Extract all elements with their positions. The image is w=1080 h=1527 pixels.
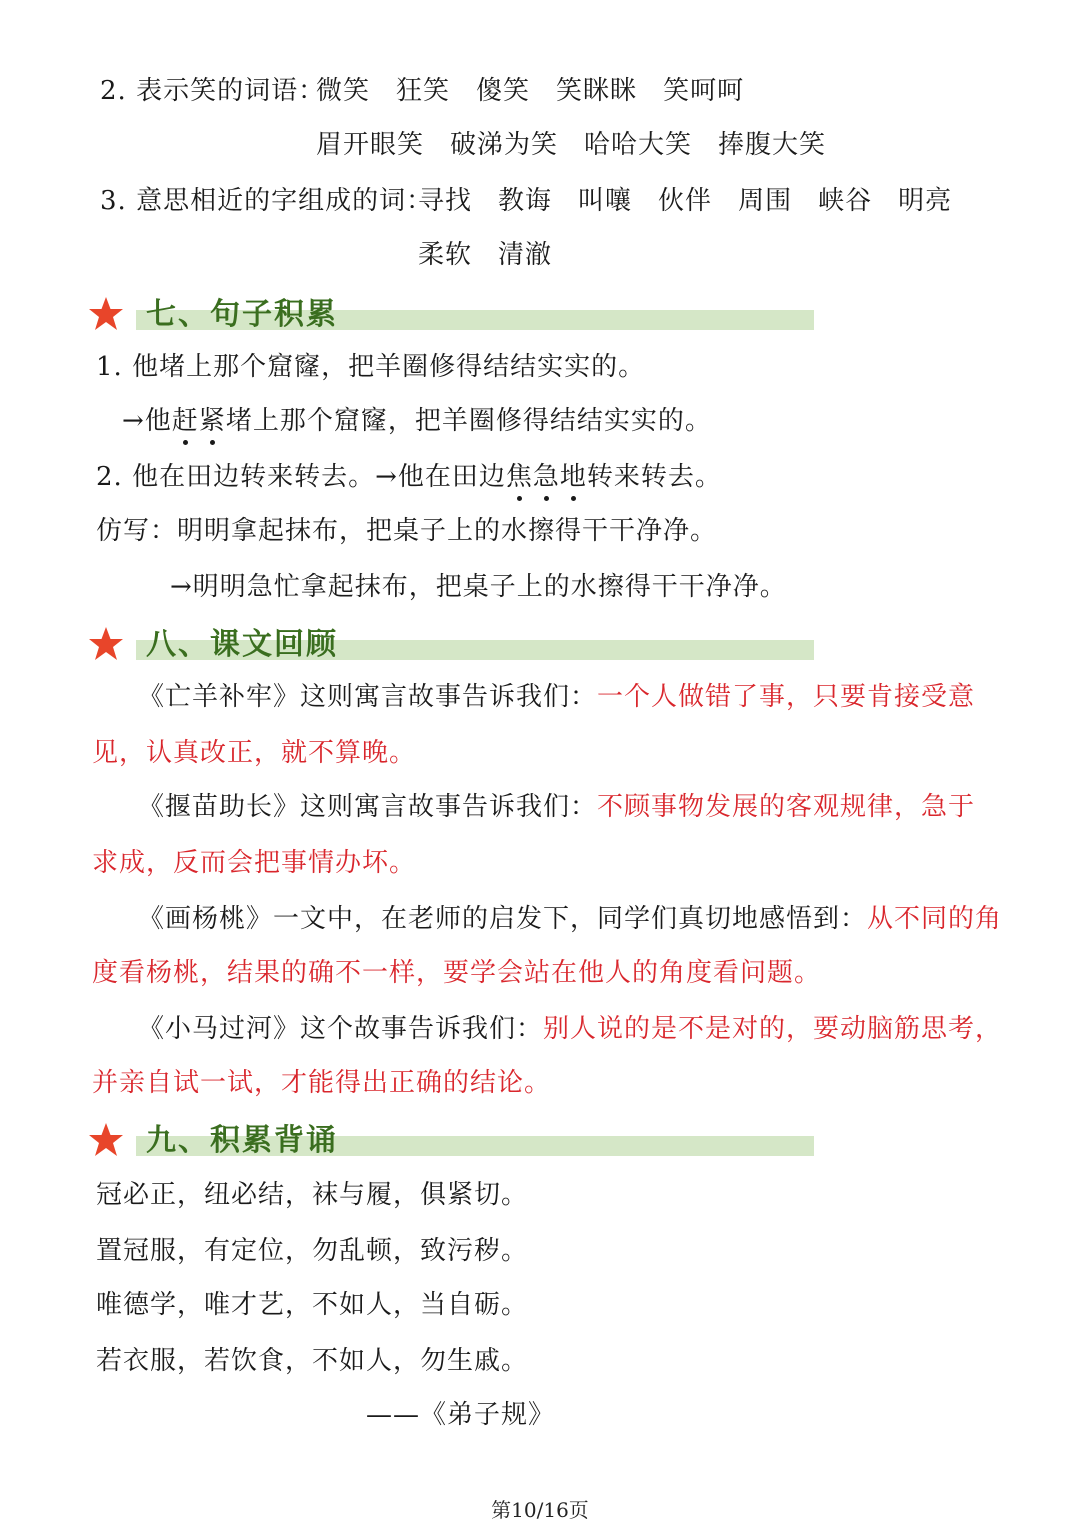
imitation-sentence-rewrite: →明明急忙拿起抹布，把桌子上的水擦得干干净净。: [170, 572, 787, 602]
vocab-word: 笑眯眯: [556, 76, 638, 106]
recitation-line-3: 唯德学，唯才艺，不如人，当自砺。: [96, 1290, 529, 1320]
section-7-heading: [88, 296, 818, 336]
review-2-line-a: [138, 790, 975, 824]
vocab-word: 伙伴: [658, 186, 713, 216]
star-icon: [88, 626, 124, 662]
star-icon: [88, 1122, 124, 1158]
vocab-item-2-row1: [316, 74, 770, 108]
section-9-title: 九、积累背诵: [146, 1123, 338, 1158]
vocab-word: 清澈: [498, 240, 553, 270]
emphasis-char: 地: [559, 462, 587, 492]
star-icon: [88, 296, 124, 332]
emphasis-word: [506, 462, 587, 492]
review-3-source: 《画杨桃》一文中，在老师的启发下，同学们真切地感悟到：: [138, 904, 868, 934]
vocab-item-2-label-text: 2. 表示笑的词语：: [100, 76, 326, 106]
vocab-word: 周围: [738, 186, 793, 216]
section-8-title: 八、课文回顾: [146, 627, 338, 662]
emphasis-char: 急: [532, 462, 560, 492]
emphasis-char: 焦: [505, 462, 533, 492]
vocab-word: 寻找: [418, 186, 473, 216]
vocab-word: 傻笑: [476, 76, 531, 106]
review-2-lesson: 不顾事物发展的客观规律，急于: [597, 792, 976, 822]
section-7-title: 七、句子积累: [146, 297, 338, 332]
imitation-sentence: 仿写：明明拿起抹布，把桌子上的水擦得干干净净。: [96, 516, 718, 546]
review-3-lesson: 从不同的角: [867, 904, 1003, 934]
review-4-source: 《小马过河》这个故事告诉我们：: [138, 1014, 544, 1044]
sentence-2-pre: 2. 他在田边转来转去。→他在田边: [96, 462, 506, 492]
recitation-line-1: 冠必正，纽必结，袜与履，俱紧切。: [96, 1180, 529, 1210]
section-8-heading: [88, 626, 818, 666]
review-1-lesson: 一个人做错了事，只要肯接受意: [597, 682, 976, 712]
sentence-2: [96, 460, 722, 494]
vocab-word: 峡谷: [818, 186, 873, 216]
recitation-source: ——《弟子规》: [366, 1400, 556, 1430]
recitation-line-4: 若衣服，若饮食，不如人，勿生戚。: [96, 1346, 529, 1376]
vocab-word: 狂笑: [396, 76, 451, 106]
sentence-1-rewrite-pre: →他: [122, 406, 172, 436]
review-1-source: 《亡羊补牢》这则寓言故事告诉我们：: [138, 682, 598, 712]
vocab-word: 柔软: [418, 240, 473, 270]
sentence-1-rewrite-post: 堵上那个窟窿，把羊圈修得结结实实的。: [225, 406, 712, 436]
vocab-word: 破涕为笑: [450, 130, 559, 160]
sentence-1-rewrite: [122, 404, 712, 438]
review-1-line-a: [138, 680, 975, 714]
sentence-1: 1. 他堵上那个窟窿，把羊圈修得结结实实的。: [96, 352, 646, 382]
vocab-item-2-label: [100, 74, 325, 108]
review-4-line-a: [138, 1012, 1002, 1046]
emphasis-word: [172, 406, 226, 436]
emphasis-char: 赶: [171, 406, 199, 436]
vocab-word: 笑呵呵: [663, 76, 745, 106]
vocab-word: 微笑: [316, 76, 371, 106]
page-number: 第10/16页: [491, 1498, 589, 1522]
review-1-line-b: 见，认真改正，就不算晚。: [92, 738, 417, 768]
review-2-line-b: 求成，反而会把事情办坏。: [92, 848, 417, 878]
section-9-heading: [88, 1122, 818, 1162]
vocab-word: 捧腹大笑: [718, 130, 827, 160]
vocab-item-3-label-text: 3. 意思相近的字组成的词：: [100, 186, 434, 216]
vocab-word: 叫嚷: [578, 186, 633, 216]
review-2-source: 《揠苗助长》这则寓言故事告诉我们：: [138, 792, 598, 822]
vocab-item-3-row2: [418, 238, 578, 272]
recitation-line-2: 置冠服，有定位，勿乱顿，致污秽。: [96, 1236, 529, 1266]
sentence-2-post: 转来转去。: [586, 462, 722, 492]
review-4-lesson: 别人说的是不是对的，要动脑筋思考，: [543, 1014, 1003, 1044]
vocab-word: 教诲: [498, 186, 553, 216]
review-3-line-a: [138, 902, 1002, 936]
emphasis-char: 紧: [198, 406, 226, 436]
vocab-item-3-label: [100, 184, 433, 218]
vocab-word: 哈哈大笑: [584, 130, 693, 160]
vocab-word: 眉开眼笑: [316, 130, 425, 160]
vocab-item-2-row2: [316, 128, 852, 162]
review-3-line-b: 度看杨桃，结果的确不一样，要学会站在他人的角度看问题。: [92, 958, 822, 988]
vocab-item-3-row1: [418, 184, 978, 218]
review-4-line-b: 并亲自试一试，才能得出正确的结论。: [92, 1068, 552, 1098]
vocab-word: 明亮: [898, 186, 953, 216]
